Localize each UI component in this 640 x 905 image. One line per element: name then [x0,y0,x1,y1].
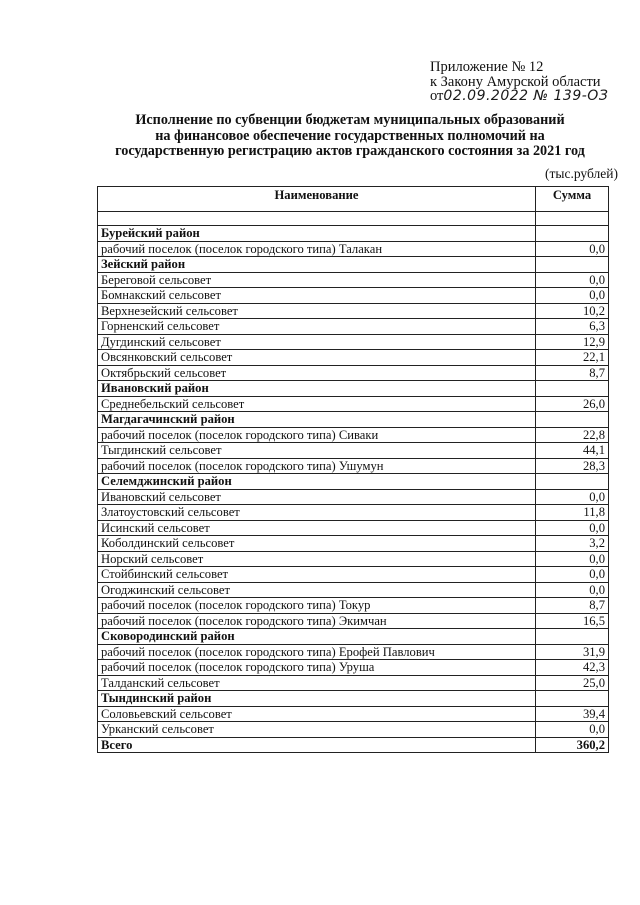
sum-value: 0,0 [536,567,609,583]
district-name: Ивановский район [98,381,536,397]
sum-value: 42,3 [536,660,609,676]
sum-value: 0,0 [536,288,609,304]
table-header-row [98,187,609,212]
municipality-name: рабочий поселок (поселок городского типа) Токур [98,598,536,614]
municipality-name: Коболдинский сельсовет [98,536,536,552]
sum-value: 22,8 [536,427,609,443]
appendix-date-prefix: от [430,88,444,104]
sum-value: 28,3 [536,458,609,474]
municipality-name: Соловьевский сельсовет [98,706,536,722]
table-row [98,288,609,304]
municipality-name: рабочий поселок (поселок городского типа) Экимчан [98,613,536,629]
table-row [98,613,609,629]
table-row [98,520,609,536]
table-row [98,458,609,474]
table-row [98,365,609,381]
spacer-cell [536,212,609,226]
sum-value: 39,4 [536,706,609,722]
sum-value [536,226,609,242]
municipality-name: рабочий поселок (поселок городского типа) Талакан [98,241,536,257]
table-row [98,427,609,443]
table-row [98,443,609,459]
title-line-2: на финансовое обеспечение государственных полномочий на [155,127,545,144]
municipality-name: Среднебельский сельсовет [98,396,536,412]
sum-value [536,412,609,428]
sum-value [536,691,609,707]
sum-value: 25,0 [536,675,609,691]
table-row [98,536,609,552]
sum-value: 8,7 [536,365,609,381]
district-name: Зейский район [98,257,536,273]
table-row [98,551,609,567]
district-row [98,226,609,242]
sum-value: 0,0 [536,520,609,536]
subvention-table [97,186,609,753]
municipality-name: рабочий поселок (поселок городского типа) Уруша [98,660,536,676]
table-spacer-row [98,212,609,226]
sum-value: 22,1 [536,350,609,366]
sum-value: 0,0 [536,722,609,738]
municipality-name: Верхнезейский сельсовет [98,303,536,319]
municipality-name: Талданский сельсовет [98,675,536,691]
sum-value: 0,0 [536,272,609,288]
district-row [98,629,609,645]
sum-value: 0,0 [536,582,609,598]
sum-value: 6,3 [536,319,609,335]
district-name: Селемджинский район [98,474,536,490]
table-row [98,319,609,335]
municipality-name: рабочий поселок (поселок городского типа) Сиваки [98,427,536,443]
header-sum: Сумма [536,187,609,212]
municipality-name: Горненский сельсовет [98,319,536,335]
sum-value: 3,2 [536,536,609,552]
district-row [98,381,609,397]
municipality-name: рабочий поселок (поселок городского типа) Ерофей Павлович [98,644,536,660]
table-row [98,675,609,691]
municipality-name: Норский сельсовет [98,551,536,567]
sum-value: 0,0 [536,551,609,567]
table-row [98,660,609,676]
sum-value [536,474,609,490]
total-value: 360,2 [536,737,609,753]
total-row [98,737,609,753]
handwritten-date-number: 02.09.2022 № 139-ОЗ [443,88,609,104]
table-row [98,272,609,288]
sum-value [536,629,609,645]
municipality-name: Овсянковский сельсовет [98,350,536,366]
district-row [98,691,609,707]
sum-value [536,381,609,397]
municipality-name: Дугдинский сельсовет [98,334,536,350]
municipality-name: Береговой сельсовет [98,272,536,288]
table-row [98,567,609,583]
spacer-cell [98,212,536,226]
district-name: Сковородинский район [98,629,536,645]
document-title [60,113,640,160]
sum-value: 11,8 [536,505,609,521]
sum-value [536,257,609,273]
table-row [98,241,609,257]
sum-value: 0,0 [536,241,609,257]
table-row [98,334,609,350]
district-name: Тындинский район [98,691,536,707]
table-row [98,350,609,366]
district-name: Бурейский район [98,226,536,242]
appendix-header [430,60,608,104]
appendix-date-line [430,89,608,104]
district-row [98,412,609,428]
sum-value: 8,7 [536,598,609,614]
table-row [98,505,609,521]
appendix-number: Приложение № 12 [430,59,544,75]
municipality-name: рабочий поселок (поселок городского типа) Ушумун [98,458,536,474]
sum-value: 44,1 [536,443,609,459]
sum-value: 0,0 [536,489,609,505]
table-row [98,489,609,505]
municipality-name: Златоустовский сельсовет [98,505,536,521]
table-row [98,644,609,660]
sum-value: 31,9 [536,644,609,660]
table-row [98,722,609,738]
title-line-1: Исполнение по субвенции бюджетам муниципальных образований [135,112,565,128]
municipality-name: Тыгдинский сельсовет [98,443,536,459]
district-row [98,474,609,490]
table-row [98,706,609,722]
district-row [98,257,609,273]
sum-value: 10,2 [536,303,609,319]
table-row [98,303,609,319]
sum-value: 16,5 [536,613,609,629]
title-line-3: государственную регистрацию актов гражданского состояния за 2021 год [115,143,585,159]
sum-value: 12,9 [536,334,609,350]
header-name: Наименование [98,187,536,212]
table-row [98,396,609,412]
municipality-name: Бомнакский сельсовет [98,288,536,304]
sum-value: 26,0 [536,396,609,412]
table-row [98,582,609,598]
table-row [98,598,609,614]
appendix-law-ref: к Закону Амурской области [430,73,601,90]
municipality-name: Ивановский сельсовет [98,489,536,505]
total-label: Всего [98,737,536,753]
municipality-name: Урканский сельсовет [98,722,536,738]
units-label: (тыс.рублей) [545,166,618,181]
municipality-name: Огоджинский сельсовет [98,582,536,598]
district-name: Магдагачинский район [98,412,536,428]
municipality-name: Исинский сельсовет [98,520,536,536]
municipality-name: Стойбинский сельсовет [98,567,536,583]
municipality-name: Октябрьский сельсовет [98,365,536,381]
